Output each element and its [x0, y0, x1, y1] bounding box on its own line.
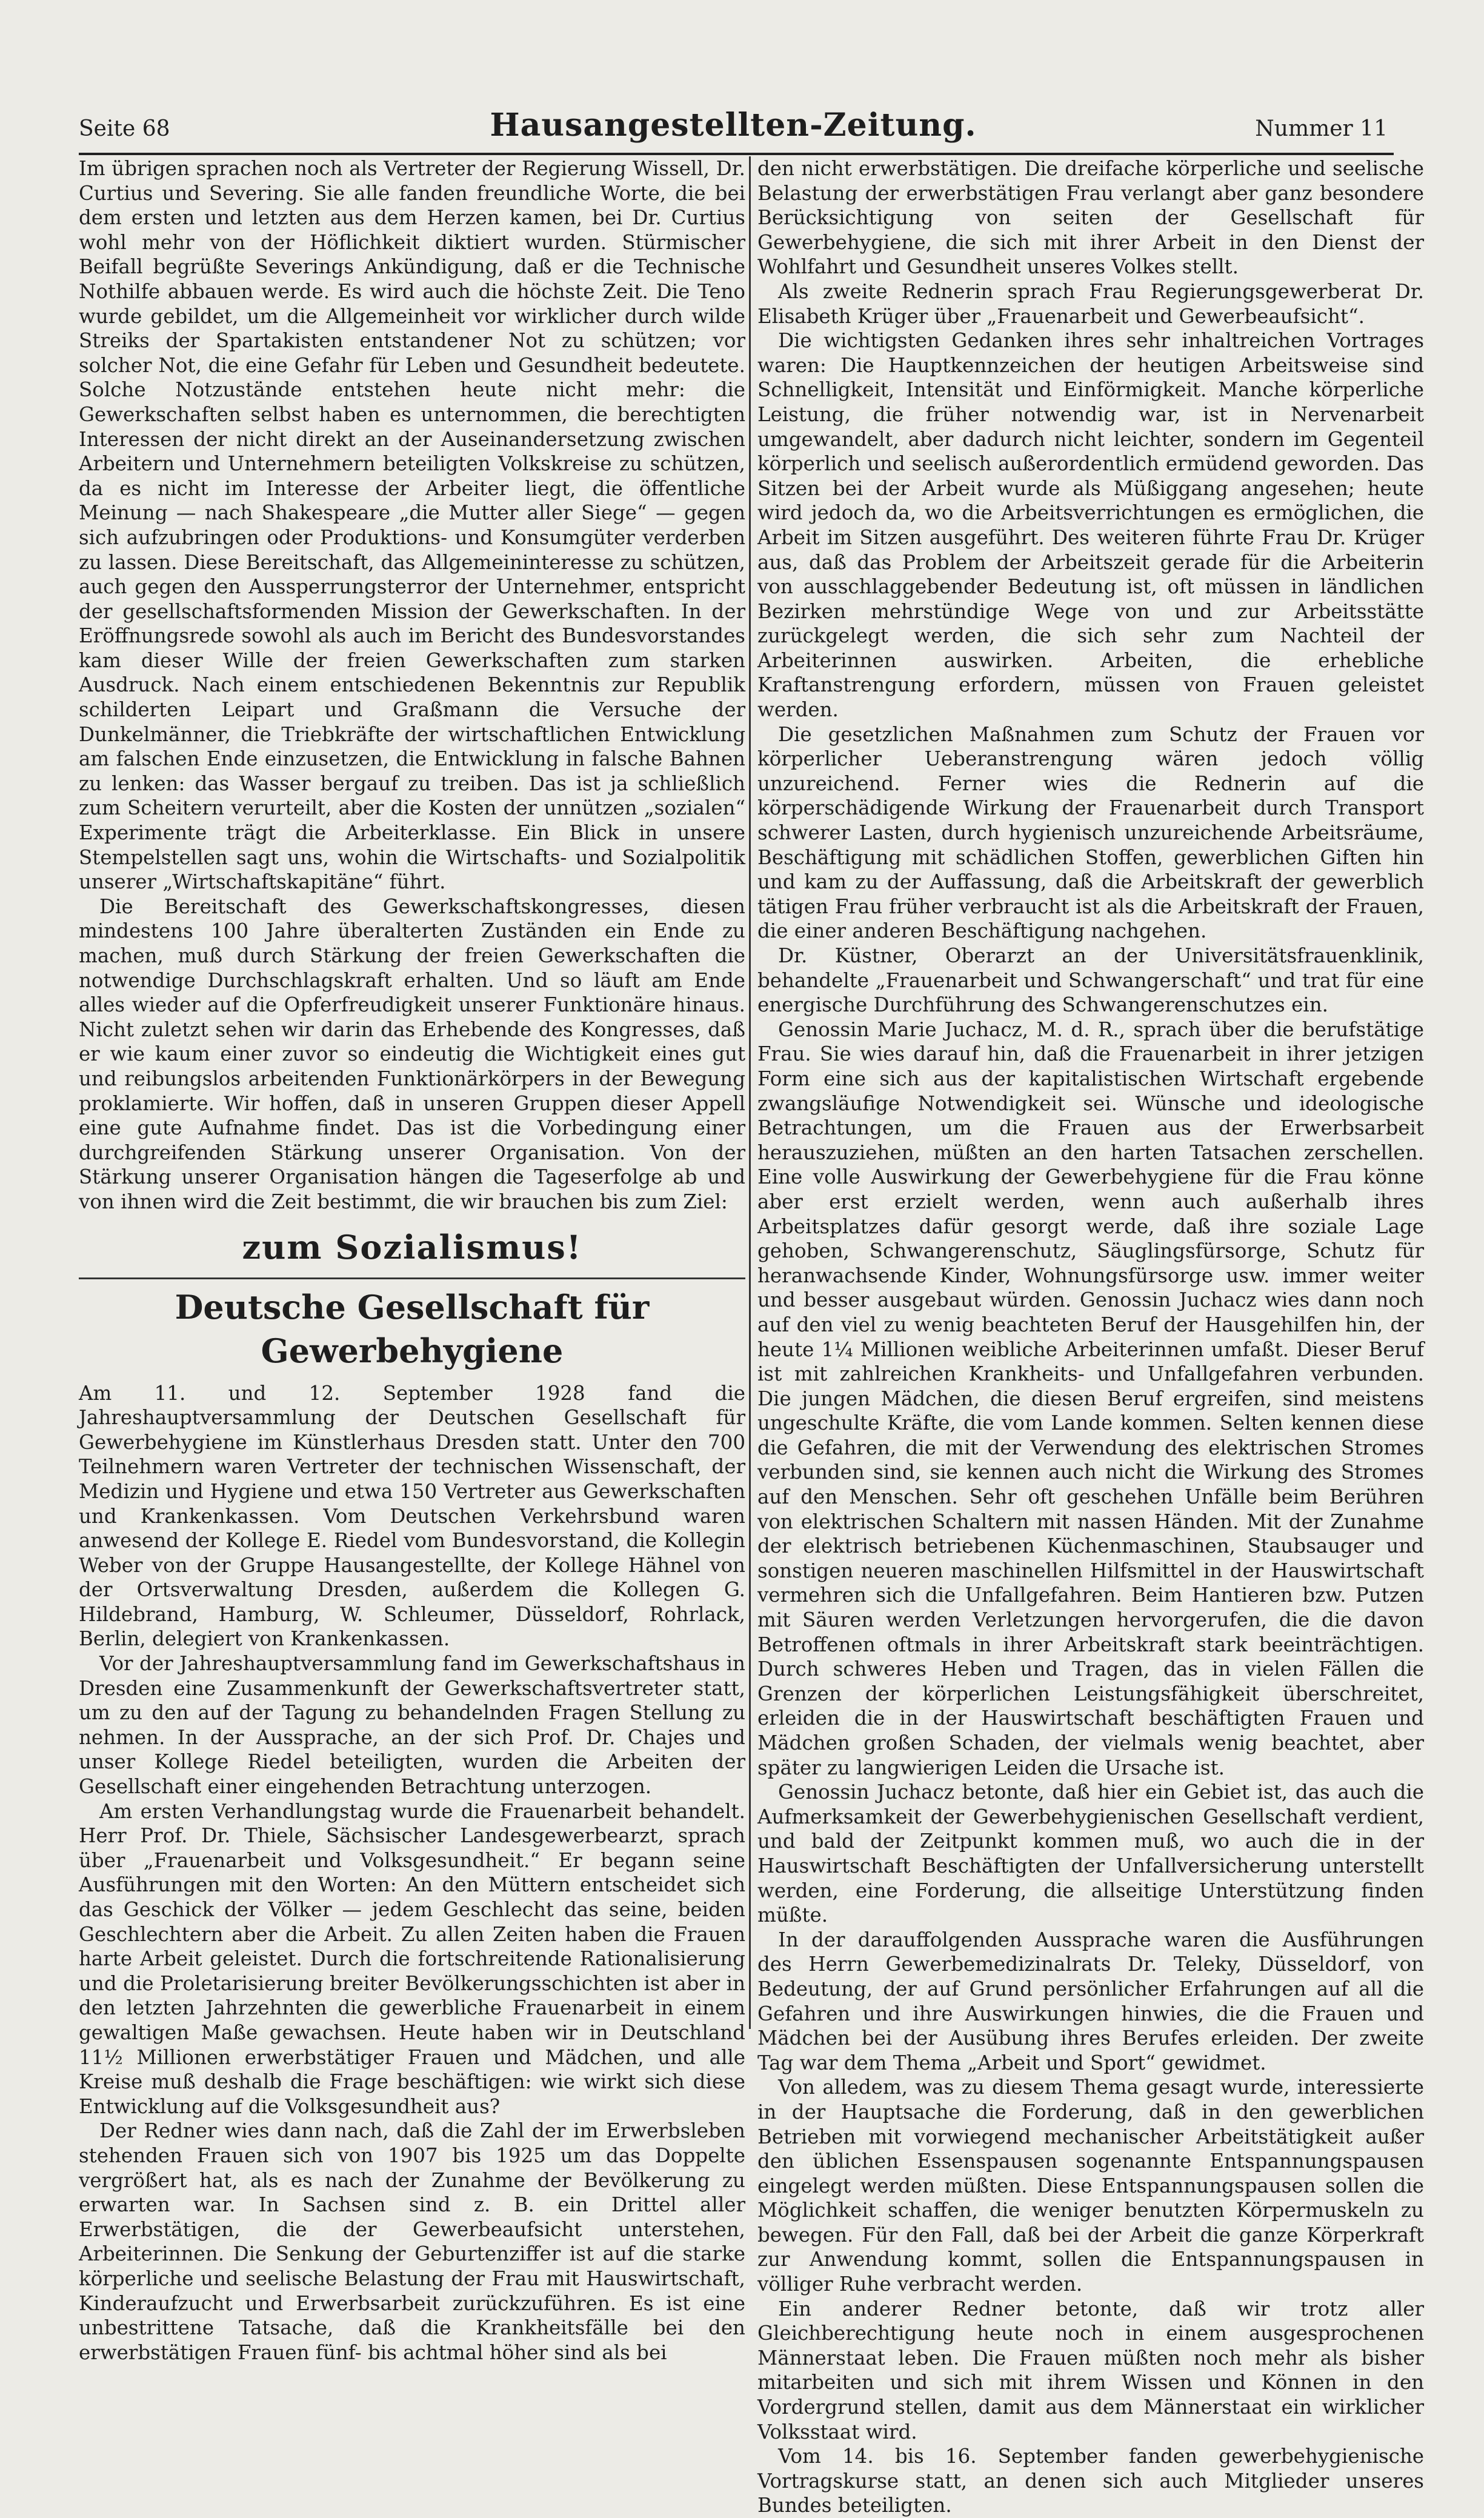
paragraph: Genossin Marie Juchacz, M. d. R., sprach über die berufstätige Frau. Sie wies darauf hin, daß die Frauenarbeit in ihrer jetzigen Form eine sich aus der kapitalistischen Wirtschaft ergebende zwangsläufige Notwendigkeit sei. Wünsche und ideologische Betrachtungen, um die Frauen aus der Erwerbsarbeit herauszuziehen, müßten an den harten Tatsachen zerschellen. Eine volle Auswirkung der Gewerbehygiene für die Frau könne aber erst erzielt werden, wenn auch außerhalb ihres Arbeitsplatzes dafür gesorgt werde, daß ihre soziale Lage gehoben, Schwangerenschutz, Säuglingsfürsorge, Schutz für heranwachsende Kinder, Wohnungsfürsorge usw. immer weiter und besser ausgebaut würden. Genossin Juchacz wies dann noch auf den viel zu wenig beachteten Beruf der Hausgehilfen hin, der heute 1¼ Millionen weibliche Arbeiterinnen umfaßt. Dieser Beruf ist mit zahlreichen Krankheits- und Unfallgefahren verbunden. Die jungen Mädchen, die diesen Beruf ergreifen, sind meistens ungeschulte Kräfte, die vom Lande kommen. Selten kennen diese die Gefahren, die mit der Verwendung des elektrischen Stromes verbunden sind, sie kennen auch nicht die Wirkung des Stromes auf den Menschen. Sehr oft geschehen Unfälle beim Berühren von elektrischen Schaltern mit nassen Händen. Mit der Zunahme der elektrisch betriebenen Küchenmaschinen, Staubsauger und sonstigen neueren maschinellen Hilfsmittel in der Hauswirtschaft vermehren sich die Unfallgefahren. Beim Hantieren bzw. Putzen mit Säuren werden Verletzungen hervorgerufen, die die davon Betroffenen oftmals in ihrer Arbeitskraft stark beeinträchtigen. Durch schweres Heben und Tragen, das in vielen Fällen die Grenzen der körperlichen Leistungsfähigkeit überschreitet, erleiden die in der Hauswirtschaft beschäftigten Frauen und Mädchen großen Schaden, der vielmals wenig beachtet, aber später zu langwierigen Leiden die Ursache ist. — [757, 1018, 1424, 1779]
paragraph: Ein anderer Redner betonte, daß wir trotz aller Gleichberechtigung heute noch in einem ausgesprochenen Männerstaat leben. Die Frauen müßten noch mehr als bisher mitarbeiten und sich mit ihrem Wissen und Können in den Vordergrund stellen, damit aus dem Männerstaat ein wirklicher Volksstaat wird. — [757, 2297, 1424, 2443]
paragraph: Als zweite Rednerin sprach Frau Regierungsgewerberat Dr. Elisabeth Krüger über „Frauenarbeit und Gewerbeaufsicht“. — [757, 279, 1424, 328]
issue-number: Nummer 11 — [1255, 116, 1388, 141]
running-head — [79, 103, 1388, 152]
paragraph: Der Redner wies dann nach, daß die Zahl der im Erwerbsleben stehenden Frauen sich von 1907 bis 1925 um das Doppelte vergrößert hat, als es nach der Zunahme der Bevölkerung zu erwarten war. In Sachsen sind z. B. ein Drittel aller Erwerbstätigen, die der Gewerbeaufsicht unterstehen, Arbeiterinnen. Die Senkung der Geburtenziffer ist auf die starke körperliche und seelische Belastung der Frau mit Hauswirtschaft, Kinderaufzucht und Erwerbsarbeit zurückzuführen. Es ist eine unbestrittene Tatsache, daß die Krankheitsfälle bei den erwerbstätigen Frauen fünf- bis achtmal höher sind als bei — [79, 2119, 745, 2364]
paragraph: Genossin Juchacz betonte, daß hier ein Gebiet ist, das auch die Aufmerksamkeit der Gewerbehygienischen Gesellschaft verdient, und bald der Zeitpunkt kommen muß, wo auch die in der Hauswirtschaft Beschäftigten der Unfallversicherung unterstellt werden, eine Forderung, die allseitige Unterstützung finden müßte. — [757, 1780, 1424, 1927]
paragraph: Vor der Jahreshauptversammlung fand im Gewerkschaftshaus in Dresden eine Zusammenkunft der Gewerkschaftsvertreter statt, um zu den auf der Tagung zu behandelnden Fragen Stellung zu nehmen. In der Aussprache, an der sich Prof. Dr. Chajes und unser Kollege Riedel beteiligten, wurden die Arbeiten der Gesellschaft einer eingehenden Betrachtung unterzogen. — [79, 1652, 745, 1799]
paragraph: Die Bereitschaft des Gewerkschaftskongresses, diesen mindestens 100 Jahre überalterten Zuständen ein Ende zu machen, muß durch Stärkung der freien Gewerkschaften die notwendige Durchschlagskraft erhalten. Und so läuft am Ende alles wieder auf die Opferfreudigkeit unserer Funktionäre hinaus. Nicht zuletzt sehen wir darin das Erhebende des Kongresses, daß er wie kaum einer zuvor so eindeutig die Wichtigkeit eines gut und reibungslos arbeitenden Funktionärkörpers in der Bewegung proklamierte. Wir hoffen, daß in unseren Gruppen dieser Appell eine gute Aufnahme findet. Das ist die Vorbedingung einer durchgreifenden Stärkung unserer Organisation. Von der Stärkung unserer Organisation hängen die Tageserfolge ab und von ihnen wird die Zeit bestimmt, die wir brauchen bis zum Ziel: — [79, 894, 745, 1213]
paragraph: Am 11. und 12. September 1928 fand die Jahreshauptversammlung der Deutschen Gesellschaft für Gewerbehygiene im Künstlerhaus Dresden statt. Unter den 700 Teilnehmern waren Vertreter der technischen Wissenschaft, der Medizin und Hygiene und etwa 150 Vertreter aus Gewerkschaften und Krankenkassen. Vom Deutschen Verkehrsbund waren anwesend der Kollege E. Riedel vom Bundesvorstand, die Kollegin Weber von der Gruppe Hausangestellte, der Kollege Hähnel von der Ortsverwaltung Dresden, außerdem die Kollegen G. Hildebrand, Hamburg, W. Schleumer, Düsseldorf, Rohrlack, Berlin, delegiert von Krankenkassen. — [79, 1381, 745, 1651]
newspaper-title: Hausangestellten-Zeitung. — [490, 107, 977, 144]
paragraph: Die wichtigsten Gedanken ihres sehr inhaltreichen Vortrages waren: Die Hauptkennzeichen der heutigen Arbeitsweise sind Schnelligkeit, Intensität und Einförmigkeit. Manche körperliche Leistung, die früher notwendig war, ist in Nervenarbeit umgewandelt, aber dadurch nicht leichter, sondern im Gegenteil körperlich und seelisch außerordentlich ermüdend geworden. Das Sitzen bei der Arbeit wurde als Müßiggang angesehen; heute wird jedoch da, wo die Arbeitsverrichtungen es ermöglichen, die Arbeit im Sitzen ausgeführt. Des weiteren führte Frau Dr. Krüger aus, daß das Problem der Arbeitszeit gerade für die Arbeiterin von ausschlaggebender Bedeutung ist, oft müssen in ländlichen Bezirken mehrstündige Wege von und zur Arbeitsstätte zurückgelegt werden, die sich sehr zum Nachteil der Arbeiterinnen auswirken. Arbeiten, die erhebliche Kraftanstrengung erfordern, müssen von Frauen geleistet werden. — [757, 329, 1424, 722]
right-column — [757, 156, 1424, 2517]
paragraph: Dr. Küstner, Oberarzt an der Universitätsfrauenklinik, behandelte „Frauenarbeit und Schwangerschaft“ und trat für eine energische Durchführung des Schwangerenschutzes ein. — [757, 944, 1424, 1017]
slogan: zum Sozialismus! — [242, 1227, 582, 1267]
column-divider — [749, 156, 751, 2029]
paragraph: Am ersten Verhandlungstag wurde die Frauenarbeit behandelt. Herr Prof. Dr. Thiele, Sächsischer Landesgewerbearzt, sprach über „Frauenarbeit und Volksgesundheit.“ Er begann seine Ausführungen mit den Worten: An den Müttern entscheidet sich das Geschick der Völker — jedem Geschlecht das seine, beiden Geschlechtern aber die Arbeit. Zu allen Zeiten haben die Frauen harte Arbeit geleistet. Durch die fortschreitende Rationalisierung und die Proletarisierung breiter Bevölkerungsschichten ist aber in den letzten Jahrzehnten die gewerbliche Frauenarbeit in einem gewaltigen Maße gewachsen. Heute haben wir in Deutschland 11½ Millionen erwerbstätiger Frauen und Mädchen, und alle Kreise muß deshalb die Frage beschäftigen: wie wirkt sich diese Entwicklung auf die Volksgesundheit aus? — [79, 1799, 745, 2118]
article-headline: Deutsche Gesellschaft für Gewerbehygiene — [79, 1277, 745, 1373]
header-rule — [79, 153, 1394, 155]
page-number: Seite 68 — [79, 116, 170, 141]
paragraph: Vom 14. bis 16. September fanden gewerbehygienische Vortragskurse statt, an denen sich auch Mitglieder unseres Bundes beteiligten. — [757, 2445, 1424, 2517]
paragraph: Von alledem, was zu diesem Thema gesagt wurde, interessierte in der Hauptsache die Forderung, daß in den gewerblichen Betrieben mit vorwiegend mechanischer Arbeitstätigkeit außer den üblichen Essenspausen sogenannte Entspannungspausen eingelegt werden müßten. Diese Entspannungspausen sollen die Möglichkeit schaffen, die weniger benutzten Körpermuskeln zu bewegen. Für den Fall, daß bei der Arbeit die ganze Körperkraft zur Anwendung kommt, sollen die Entspannungspausen in völliger Ruhe verbracht werden. — [757, 2076, 1424, 2296]
paragraph: In der darauffolgenden Aussprache waren die Ausführungen des Herrn Gewerbemedizinalrats Dr. Teleky, Düsseldorf, von Bedeutung, der auf Grund persönlicher Erfahrungen auf all die Gefahren und ihre Auswirkungen hinwies, die die Frauen und Mädchen bei der Ausübung ihres Berufes erleiden. Der zweite Tag war dem Thema „Arbeit und Sport“ gewidmet. — [757, 1928, 1424, 2074]
paragraph: Im übrigen sprachen noch als Vertreter der Regierung Wissell, Dr. Curtius und Severing. Sie alle fanden freundliche Worte, die bei dem ersten und letzten aus dem Herzen kamen, bei Dr. Curtius wohl mehr von der Höflichkeit diktiert wurden. Stürmischer Beifall begrüßte Severings Ankündigung, daß er die Technische Nothilfe abbauen werde. Es wird auch die höchste Zeit. Die Teno wurde gebildet, um die Allgemeinheit vor wirklicher durch wilde Streiks der Spartakisten entstandener Not zu schützen; vor solcher Not, die eine Gefahr für Leben und Gesundheit bedeutete. Solche Notzustände entstehen heute nicht mehr: die Gewerkschaften selbst haben es unternommen, die berechtigten Interessen der nicht direkt an der Auseinandersetzung zwischen Arbeitern und Unternehmern beteiligten Volkskreise zu schützen, da es nicht im Interesse der Arbeiter liegt, die öffentliche Meinung — nach Shakespeare „die Mutter aller Siege“ — gegen sich aufzubringen oder Produktions- und Konsumgüter verderben zu lassen. Diese Bereitschaft, das Allgemeininteresse zu schützen, auch gegen den Aussperrungsterror der Unternehmer, entspricht der gesellschaftsformenden Mission der Gewerkschaften. In der Eröffnungsrede sowohl als auch im Bericht des Bundesvorstandes kam dieser Wille der freien Gewerkschaften zum starken Ausdruck. Nach einem entschiedenen Bekenntnis zur Republik schilderten Leipart und Graßmann die Versuche der Dunkelmänner, die Triebkräfte der wirtschaftlichen Entwicklung am falschen Ende einzusetzen, die Entwicklung in falsche Bahnen zu lenken: das Wasser bergauf zu treiben. Das ist ja schließlich zum Scheitern verurteilt, aber die Kosten der unnützen „sozialen“ Experimente trägt die Arbeiterklasse. Ein Blick in unsere Stempelstellen sagt uns, wohin die Wirtschafts- und Sozialpolitik unserer „Wirtschaftskapitäne“ führt. — [79, 157, 745, 894]
left-column — [79, 156, 745, 2364]
paragraph: Die gesetzlichen Maßnahmen zum Schutz der Frauen vor körperlicher Ueberanstrengung wären jedoch völlig unzureichend. Ferner wies die Rednerin auf die körperschädigende Wirkung der Frauenarbeit durch Transport schwerer Lasten, durch hygienisch unzureichende Arbeitsräume, Beschäftigung mit schädlichen Stoffen, gewerblichen Giften hin und kam zu der Auffassung, daß die Arbeitskraft der gewerblich tätigen Frau früher verbraucht ist als die Arbeitskraft der Frauen, die einer anderen Beschäftigung nachgehen. — [757, 722, 1424, 943]
paragraph: den nicht erwerbstätigen. Die dreifache körperliche und seelische Belastung der erwerbstätigen Frau verlangt aber ganz besondere Berücksichtigung von seiten der Gesellschaft für Gewerbehygiene, die sich mit ihrer Arbeit in den Dienst der Wohlfahrt und Gesundheit unseres Volkes stellt. — [757, 157, 1424, 279]
